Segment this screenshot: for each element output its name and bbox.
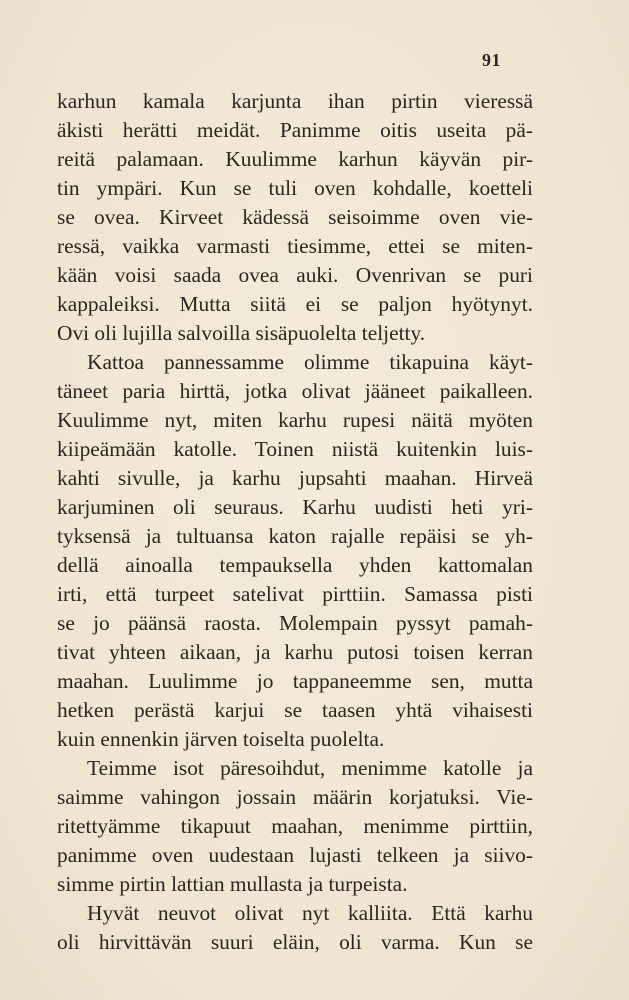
text-line: kuin ennenkin järven toiselta puolelta. <box>57 727 385 751</box>
text-line: ressä, vaikka varmasti tiesimme, ettei se miten- <box>57 234 533 258</box>
text-line: hetken perästä karjui se taasen yhtä vihaisesti <box>57 698 533 722</box>
text-line: karhun kamala karjunta ihan pirtin vieressä <box>57 89 533 113</box>
text-line: Kuulimme nyt, miten karhu rupesi näitä myöten <box>57 408 533 432</box>
text-line: se ovea. Kirveet kädessä seisoimme oven vie- <box>57 205 533 229</box>
text-line: kiipeämään katolle. Toinen niistä kuitenkin luis- <box>57 437 533 461</box>
text-line: se jo päänsä raosta. Molempain pyssyt pamah- <box>57 611 533 635</box>
text-line: reitä palamaan. Kuulimme karhun käyvän pir- <box>57 147 533 171</box>
text-line: simme pirtin lattian mullasta ja turpeista. <box>57 872 408 896</box>
text-line: kahti sivulle, ja karhu jupsahti maahan. Hirveä <box>57 466 533 490</box>
text-line: täneet paria hirttä, jotka olivat jääneet paikalleen. <box>57 379 533 403</box>
text-line: tin ympäri. Kun se tuli oven kohdalle, koetteli <box>57 176 533 200</box>
text-line: tivat yhteen aikaan, ja karhu putosi toisen kerran <box>57 640 533 664</box>
text-line: irti, että turpeet satelivat pirttiin. Samassa pisti <box>57 582 533 606</box>
text-line: saimme vahingon jossain määrin korjatuksi. Vie- <box>57 785 533 809</box>
text-line: tyksensä ja tultuansa katon rajalle repäisi se yh- <box>57 524 533 548</box>
text-line: Kattoa pannessamme olimme tikapuina käyt- <box>87 350 533 374</box>
page-number: 91 <box>482 50 501 70</box>
text-line: Hyvät neuvot olivat nyt kalliita. Että karhu <box>87 901 533 925</box>
text-line: panimme oven uudestaan lujasti telkeen ja siivo- <box>57 843 533 867</box>
text-line: Ovi oli lujilla salvoilla sisäpuolelta teljetty. <box>57 321 426 345</box>
text-line: ritettyämme tikapuut maahan, menimme pirttiin, <box>57 814 533 838</box>
text-line: äkisti herätti meidät. Panimme oitis useita pä- <box>57 118 533 142</box>
text-line: kään voisi saada ovea auki. Ovenrivan se puri <box>57 263 533 287</box>
text-line: dellä ainoalla tempauksella yhden kattomalan <box>57 553 533 577</box>
text-line: karjuminen oli seuraus. Karhu uudisti heti yri- <box>57 495 533 519</box>
text-line: kappaleiksi. Mutta siitä ei se paljon hyötynyt. <box>57 292 533 316</box>
text-line: maahan. Luulimme jo tappaneemme sen, mutta <box>57 669 533 693</box>
body-text <box>57 87 533 957</box>
text-line: oli hirvittävän suuri eläin, oli varma. Kun se <box>57 930 533 954</box>
text-line: Teimme isot päresoihdut, menimme katolle ja <box>87 756 533 780</box>
